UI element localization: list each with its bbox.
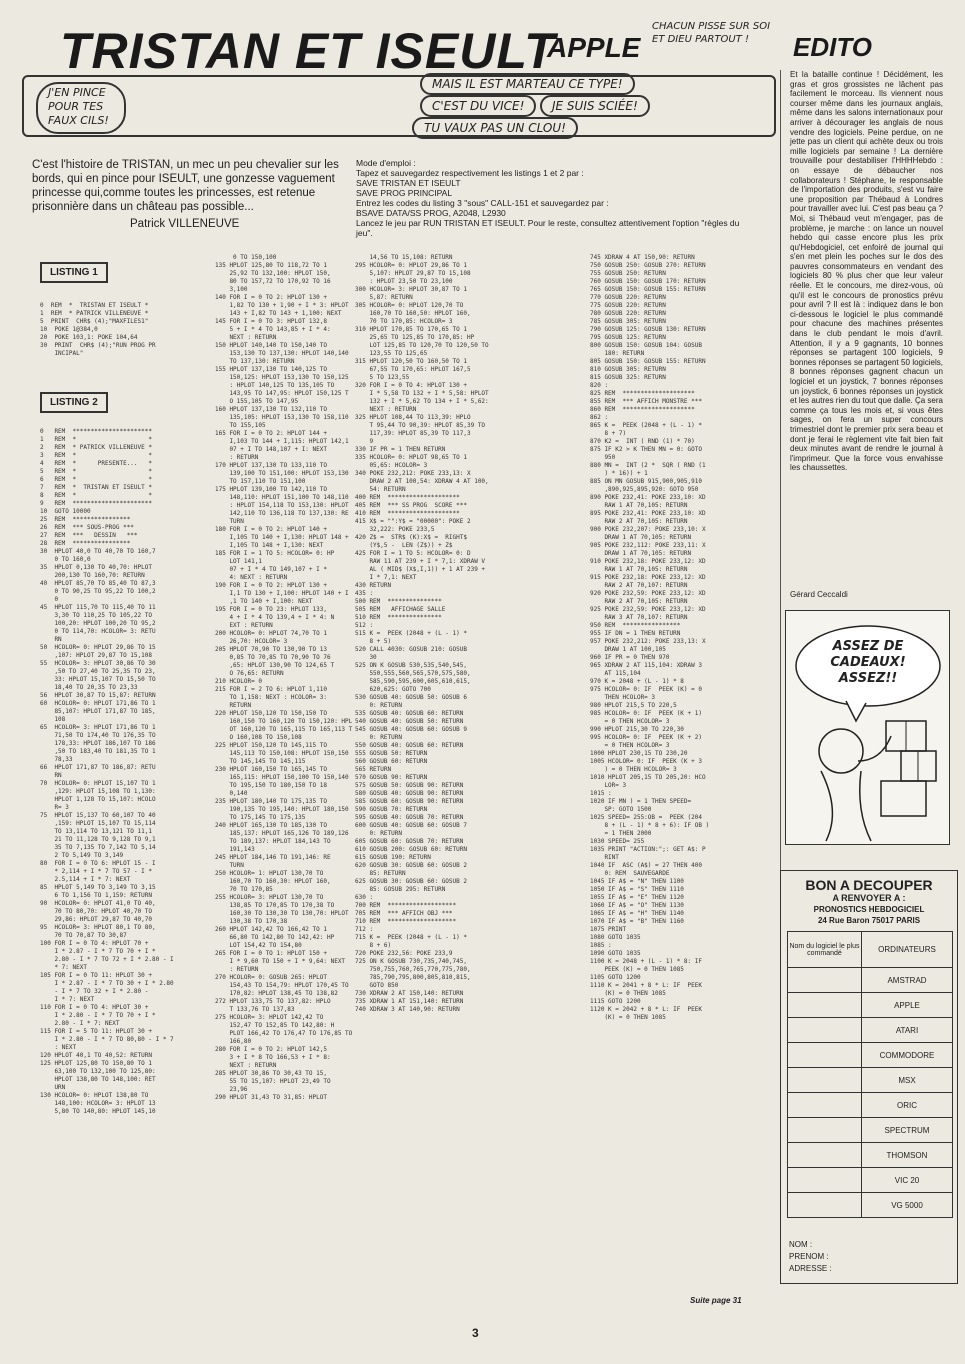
col-software-header: Nom du logiciel le plus commandé — [788, 932, 862, 967]
machine-name: APPLE — [894, 1000, 920, 1010]
coupon-title: BON A DECOUPER — [805, 877, 933, 893]
coupon-row — [788, 992, 952, 1017]
machine-name: SPECTRUM — [884, 1125, 930, 1135]
code-column-4: 745 XDRAW 4 AT 150,90: RETURN 750 GOSUB 250: GOSUB 270: RETURN 755 GOSUB 250: RETURN 760 GOSUB 150: GOSUB 170: RETURN 765 GOSUB 150: GOSUB 155: RETURN 770 GOSUB 220: RETURN 775 GOSUB 220: RETURN 780 GOSUB 220: RETURN 785 GOSUB 305: RETURN 790 GOSUB 125: GOSUB 130: RETURN 795 GOSUB 125: RETURN 800 GOSUB 150: GOSUB 104: GOSUB 180: RETURN 805 GOSUB 150: GOSUB 155: RETURN 810 GOSUB 305: RETURN 815 GOSUB 325: RETURN 820 : 825 REM ******************** 855 REM *** AFFICH MONSTRE *** 860 REM ******************** 862 : 865 K = PEEK (2048 + (L - 1) * 8 + 7) 870 K2 = INT ( RND (1) * 70) 875 IF K2 > K THEN MN = 0: GOTO 950 880 MN = INT (2 * SQR ( RND (1 ) * 16)) + 1 885 ON MN GOSUB 915,900,905,910 ,890,925,895,920: GOTO 950 890 POKE 232,41: POKE 233,10: XD RAW 1 AT 70,105: RETURN 895 POKE 232,41: POKE 233,10: XD RAW 2 AT 70,105: RETURN 900 POKE 232,207: POKE 233,10: X DRAW 1 AT 70,105: RETURN 905 POKE 232,112: POKE 233,11: X DRAW 1 AT 70,105: RETURN 910 POKE 232,18: POKE 233,12: XD RAW 1 AT 70,105: RETURN 915 POKE 232,18: POKE 233,12: XD RAW 2 AT 70,107: RETURN 920 POKE 232,59: POKE 233,12: XD RAW 2 AT 70,105: RETURN 925 POKE 232,59: POKE 233,12: XD RAW 3 AT 70,107: RETURN 950 REM **************** 955 IF DN = 1 THEN RETURN 957 POKE 232,212: POKE 233,13: X DRAW 1 AT 100,105 960 IF PR = 0 THEN 970 965 XDRAW 2 AT 115,104: XDRAW 3 AT 115,104 970 K = 2048 + (L - 1) * 8 975 HCOLOR= 0: IF PEEK (K) = 0 THEN HCOLOR= 3 980 HPLOT 215,5 TO 220,5 985 HCOLOR= 0: IF PEEK (K + 1) = 0 THEN HCOLOR= 3 990 HPLOT 215,30 TO 220,30 995 HCOLOR= 0: IF PEEK (K + 2) = 0 THEN HCOLOR= 3 1000 HPLOT 230,15 TO 230,20 1005 HCOLOR= 0: IF PEEK (K + 3 ) = 0 THEN HCOLOR= 3 1010 HPLOT 205,15 TO 205,20: HCO LOR= 3 1015 : 1020 IF MN ) = 1 THEN SPEED= SP: GOTO 1500 1025 SPEED= 255:OB = PEEK (204 8 + (L - 1) * 8 + 6): IF OB ) = 1 THEN 2000 1030 SPEED= 255 1035 PRINT "ACTION:";: GET A$: P RINT 1040 IF ASC (A$) = 27 THEN 400 0: REM SAUVEGARDE 1045 IF A$ = "N" THEN 1100 1050 IF A$ = "S" THEN 1110 1055 IF A$ = "E" THEN 1120 1060 IF A$ = "O" THEN 1130 1065 IF A$ = "H" THEN 1140 1070 IF A$ = "B" THEN 1160 1075 PRINT 1080 GOTO 1035 1085 : 1090 GOTO 1035 1100 K = 2048 + (L - 1) * 8: IF PEEK (K) = 0 THEN 1085 1105 GOTO 1200 1110 K = 2041 + 8 * L: IF PEEK (K) = 0 THEN 1085 1115 GOTO 1200 1120 K = 2042 + 8 * L: IF PEEK (K) = 0 THEN 1085 — [590, 254, 710, 1021]
machine-name: VIC 20 — [894, 1175, 920, 1185]
bubble-text: J'EN PINCE POUR TES FAUX CILS! — [48, 86, 109, 127]
coupon-address: 24 Rue Baron 75017 PARIS — [817, 916, 921, 925]
machine-name: ATARI — [895, 1025, 919, 1035]
speech-frame — [22, 75, 776, 137]
instructions: Mode d'emploi : Tapez et sauvegardez respectivement les listings 1 et 2 par : SAVE TRISTAN ET ISEULT SAVE PROG PRINCIPAL Entrez les codes du listing 3 "sous" CALL-151 et sauvegardez par : BSAVE DATA/SS PROG, A2048, L2930 Lancez le jeu par RUN TRISTAN ET ISEULT. Pour le reste, consultez attentivement l'option "règles du jeu". — [356, 158, 740, 238]
edito-title: EDITO — [793, 32, 872, 62]
cartoon-caption: ASSEZ DE CADEAUX! ASSEZ!! — [830, 639, 906, 686]
code-column-3: 14,56 TO 15,108: RETURN 295 HCOLOR= 0: HPLOT 29,86 TO 1 5,107: HPLOT 29,87 TO 15,108 : HPLOT 23,50 TO 23,100 300 HCOLOR= 3: HPLOT 30,87 TO 1 5,87: RETURN 305 HCOLOR= 0: HPLOT 120,70 TO 160,70 TO 160,50: HPLOT 160, 70 TO 170,85: HCOLOR= 3 310 HPLOT 170,85 TO 170,65 TO 1 25,65 TO 125,85 TO 170,85: HP LOT 125,85 TO 120,70 TO 120,50 TO 123,55 TO 125,65 315 HPLOT 120,50 TO 160,50 TO 1 67,55 TO 170,65: HPLOT 167,5 5 TO 123,55 320 FOR I = 0 TO 4: HPLOT 130 + I * 5,58 TO 132 + I * 5,58: HPLOT 132 + I * 5,62 TO 134 + I * 5,62: NEXT : RETURN 325 HPLOT 108,44 TO 113,39: HPLO T 95,44 TO 90,39: HPLOT 85,39 TO 117,39: HPLOT 85,39 TO 117,3 9 330 IF PR = 1 THEN RETURN 335 HCOLOR= 0: HPLOT 98,65 TO 1 05,65: HCOLOR= 3 340 POKE 232,212: POKE 233,13: X DRAW 2 AT 100,54: XDRAW 4 AT 100, 54: RETURN 400 REM ******************** 405 REM *** SS PROG SCORE *** 410 REM ******************** 415 X$ = "":Y$ = "00000": POKE 2 32,222: POKE 233,5 420 Z$ = STR$ (K):X$ = RIGHT$ (Y$,5 - LEN (Z$)) + Z$ 425 FOR I = 1 TO 5: HCOLOR= 0: D RAW 11 AT 239 + I * 7,1: XDRAW V AL ( MID$ (X$,I,1)) + 1 AT 239 + I * 7,1: NEXT 430 RETURN 435 : 500 REM *************** 505 REM AFFICHAGE SALLE 510 REM *************** 512 : 515 K = PEEK (2048 + (L - 1) * 8 + 5) 520 CALL 4030: GOSUB 210: GOSUB 30 525 ON K GOSUB 530,535,540,545, 550,555,560,565,570,575,580, 585,590,595,600,605,610,615, 620,625: GOTO 700 530 GOSUB 40: GOSUB 50: GOSUB 6 0: RETURN 535 GOSUB 40: GOSUB 60: RETURN 540 GOSUB 40: GOSUB 50: RETURN 545 GOSUB 40: GOSUB 60: GOSUB 9 0: RETURN 550 GOSUB 40: GOSUB 60: RETURN 555 GOSUB 50: RETURN 560 GOSUB 60: RETURN 565 RETURN 570 GOSUB 90: RETURN 575 GOSUB 50: GOSUB 90: RETURN 580 GOSUB 40: GOSUB 90: RETURN 585 GOSUB 60: GOSUB 90: RETURN 590 GOSUB 70: RETURN 595 GOSUB 40: GOSUB 70: RETURN 600 GOSUB 40: GOSUB 60: GOSUB 7 0: RETURN 605 GOSUB 60: GOSUB 70: RETURN 610 GOSUB 200: GOSUB 60: RETURN 615 GOSUB 190: RETURN 620 GOSUB 30: GOSUB 60: GOSUB 2 85: RETURN 625 GOSUB 30: GOSUB 60: GOSUB 2 85: GOSUB 295: RETURN 630 : 700 REM ******************* 705 REM *** AFFICH OBJ *** 710 REM ******************* 712 : 715 K = PEEK (2048 + (L - 1) * 8 + 6) 720 POKE 232,56: POKE 233,9 725 ON K GOSUB 730,735,740,745, 750,755,760,765,770,775,780, 785,790,795,800,805,810,815, GOTO 850 730 XDRAW 2 AT 150,140: RETURN 735 XDRAW 1 AT 151,140: RETURN 740 XDRAW 3 AT 140,90: RETURN — [355, 254, 489, 1013]
coupon-row — [788, 1067, 952, 1092]
machine-name: ORIC — [897, 1100, 917, 1110]
software-field[interactable] — [788, 993, 862, 1017]
coupon-row — [788, 1167, 952, 1192]
speech-bubble-sciee: JE SUIS SCIÉE! — [540, 95, 650, 117]
software-field[interactable] — [788, 1068, 862, 1092]
speech-bubble-clou: TU VAUX PAS UN CLOU! — [412, 117, 578, 139]
speech-bubble-lashes — [36, 82, 126, 134]
coupon-row — [788, 1017, 952, 1042]
coupon-row — [788, 1142, 952, 1167]
coupon-grid-header — [788, 932, 952, 967]
coupon-row — [788, 1092, 952, 1117]
coupon-form — [780, 870, 958, 1284]
edito-signature: Gérard Ceccaldi — [790, 590, 848, 599]
machine-name: THOMSON — [886, 1150, 928, 1160]
software-field[interactable] — [788, 1043, 862, 1067]
cartoon-illustration — [785, 610, 950, 845]
machine-name: COMMODORE — [879, 1050, 935, 1060]
coupon-row — [788, 967, 952, 992]
coupon-recipient: PRONOSTICS HEBDOGICIEL — [813, 905, 925, 914]
nom-field[interactable]: NOM : — [789, 1240, 813, 1249]
coupon-row — [788, 1117, 952, 1142]
edito-text: Et la bataille continue ! Décidément, les gras et gros grossistes ne lâchent pas facilement le morceau. Ils viennent nous courser même dans les journaux anglais, même dans les salons internationaux pour arriver à décourager les anglais de nous vendre des logiciels. Peine perdue, on ne jette pas un client qui achète deux ou trois mille logiciels par semaine ! La dernière trouvaille pour destabiliser l'HHHHebdo : on essaye de débaucher nos collaborateurs ! Stéphane, le responsable de l'importation des produits, s'est vu faire une proposition par Thébaud à Londres pour travailler avec lui. C'est pas beau ça ? Moi, si Thébaud veut m'engager, pas de problème, je marche : on lance un nouvel hebdo qui casse encore plus les prix qu'Hebdogiciel, cet enfoiré de journal qui s'en met plein les poches sur le dos des pauvres consommateurs en vendant des logiciels 80 % plus cher que leur valeur réelle. Et le concours, me direz-vous, où qu'il est le concours de pronostics prévu pour avril ? Il est là : indiquez dans le bon ci-dessous le logiciel le plus commandé pour chacune des machines présentes dans le club pendant le mois d'avril. Attention, il y a 9 gagnants, 10 bonnes réponses se partagent 100 logiciels, 9 bonnes réponses se partagent 50 logiciels, 8 bonnes réponses gagnent chacun un logiciel et un joystick, 7 bonnes réponses un joystick, 6 bonnes réponses un joystick et les autres rien du tout que dalle. Ça sera comme ça tous les mois et, si vous êtes sages, on fera un super concours trimestriel dont le premier prix sera beau et dont je ferai le règlement vite fait bien fait deux minutes avant de rendre le journal à l'imprimeur. Que la force vous envahisse les chaussettes. — [790, 70, 943, 473]
software-field[interactable] — [788, 1093, 862, 1117]
author-name: Patrick VILLENEUVE — [130, 218, 240, 230]
col-computers-header: ORDINATEURS — [878, 945, 936, 954]
listing1-label: LISTING 1 — [40, 262, 108, 283]
edito-divider — [780, 70, 781, 870]
coupon-send-to: A RENVOYER A : — [832, 893, 906, 903]
coupon-grid — [787, 931, 953, 1218]
prenom-field[interactable]: PRENOM : — [789, 1252, 829, 1261]
page-number: 3 — [472, 1326, 479, 1340]
intro-text: C'est l'histoire de TRISTAN, un mec un peu chevalier sur les bords, qui en pince pour ISEULT, une gonzesse vaguement princesse qui,comme toutes les princesses, est retenue prisonnière dans un château pas possible... — [32, 159, 339, 213]
software-field[interactable] — [788, 1168, 862, 1192]
listing1-code: 0 REM * TRISTAN ET ISEULT * 1 REM * PATRICK VILLENEUVE * 5 PRINT CHR$ (4);"MAXFILES1" 10 POKE 1@384,0 20 POKE 103,1: POKE 104,64 30 PRINT CHR$ (4);"RUN PROG PR INCIPAL" — [40, 302, 156, 357]
scribble-note: CHACUN PISSE SUR SOI ET DIEU PARTOUT ! — [652, 21, 771, 45]
software-field[interactable] — [788, 1143, 862, 1167]
speech-bubble-vice: C'EST DU VICE! — [420, 95, 536, 117]
software-field[interactable] — [788, 1018, 862, 1042]
software-field[interactable] — [788, 1193, 862, 1217]
adresse-field[interactable]: ADRESSE : — [789, 1264, 832, 1273]
code-column-2: 0 TO 150,100 135 HPLOT 125,80 TO 118,72 TO 1 25,92 TO 132,100: HPLOT 150, 80 TO 157,72 TO 170,92 TO 16 3,100 140 FOR I = 0 TO 2: HPLOT 130 + 1,82 TO 130 + 1,90 + I * 3: HPLOT 143 + I,82 TO 143 + 1,100: NEXT 145 FOR I = 0 TO 3: HPLOT 132,8 5 + I * 4 TO 143,85 + I * 4: NEXT : RETURN 150 HPLOT 140,140 TO 150,140 TO 153,130 TO 137,130: HPLOT 140,140 TO 137,130: RETURN 155 HPLOT 137,130 TO 140,125 TO 150,125: HPLOT 153,130 TO 150,125 : HPLOT 140,125 TO 135,105 TO 143,95 TO 147,95: HPLOT 150,125 T O 155,105 TO 147,95 160 HPLOT 137,130 TO 132,110 TO 135,105: HPLOT 153,130 TO 158,110 TO 155,105 165 FOR I = 0 TO 2: HPLOT 144 + I,103 TO 144 + I,115: HPLOT 142,1 07 + I TO 148,107 + I: NEXT : RETURN 170 HPLOT 137,130 TO 133,110 TO 139,100 TO 151,100: HPLOT 153,130 TO 157,110 TO 151,100 175 HPLOT 139,100 TO 142,110 TO 148,110: HPLOT 151,100 TO 148,110 : HPLOT 154,118 TO 153,130: HPLOT 142,110 TO 136,118 TO 137,130: RE TURN 180 FOR I = 0 TO 2: HPLOT 140 + I,105 TO 140 + I,130: HPLOT 148 + I,105 TO 148 + I,130: NEXT 185 FOR I = 1 TO 5: HCOLOR= 0: HP LOT 141,1 07 + I * 4 TO 149,107 + I * 4: NEXT : RETURN 190 FOR I = 0 TO 2: HPLOT 130 + I,1 TO 130 + I,100: HPLOT 140 + I ,1 TO 140 + I,100: NEXT 195 FOR I = 0 TO 23: HPLOT 133, 4 + I * 4 TO 139,4 + I * 4: N EXT : RETURN 200 HCOLOR= 0: HPLOT 74,70 TO 1 26,70: HCOLOR= 3 205 HPLOT 70,90 TO 130,90 TO 13 0,85 TO 70,85 TO 70,90 TO 76 ,65: HPLOT 130,90 TO 124,65 T O 76,65: RETURN 210 HCOLOR= 0 215 FOR I = 2 TO 6: HPLOT 1,110 TO 1,158: NEXT : HCOLOR= 3: RETURN 220 HPLOT 150,120 TO 150,150 TO 160,150 TO 160,120 TO 150,120: HPL OT 160,120 TO 165,115 TO 165,113 T O 160,108 TO 150,108 225 HPLOT 150,120 TO 145,115 TO 145,113 TO 150,108: HPLOT 150,150 TO 145,145 TO 145,115 230 HPLOT 160,150 TO 165,145 TO 165,115: HPLOT 150,100 TO 150,140 TO 195,150 TO 180,150 TO 18 0,140 235 HPLOT 180,140 TO 175,135 TO 190,135 TO 195,140: HPLOT 180,150 TO 175,145 TO 175,135 240 HPLOT 165,130 TO 185,130 TO 185,137: HPLOT 165,126 TO 189,126 TO 189,137: HPLOT 184,143 TO 191,143 245 HPLOT 184,146 TO 191,146: RE TURN 250 HCOLOR= 1: HPLOT 130,70 TO 160,70 TO 160,30: HPLOT 160, 70 TO 170,85 255 HCOLOR= 3: HPLOT 130,70 TO 138,85 TO 170,85 TO 170,38 TO 160,30 TO 130,30 TO 130,70: HPLOT 130,38 TO 170,38 260 HPLOT 142,42 TO 166,42 TO 1 66,80 TO 142,80 TO 142,42: HP LOT 154,42 TO 154,80 265 FOR I = 0 TO 1: HPLOT 150 + I * 9,60 TO 150 + I * 9,64: NEXT : RETURN 270 HCOLOR= 0: GOSUB 265: HPLOT 154,43 TO 154,79: HPLOT 170,45 TO 170,82: HPLOT 138,45 TO 138,82 272 HPLOT 133,75 TO 137,82: HPLO T 133,76 TO 137,83 275 HCOLOR= 3: HPLOT 142,42 TO 152,47 TO 152,85 TO 142,80: H PLOT 166,42 TO 176,47 TO 176,85 TO 166,80 280 FOR I = 0 TO 2: HPLOT 142,5 3 + I * 8 TO 166,53 + I * 8: NEXT : RETURN 285 HPLOT 30,86 TO 30,43 TO 15, 55 TO 15,107: HPLOT 23,49 TO 23,96 290 HPLOT 31,43 TO 31,85: HPLOT — [215, 254, 353, 1101]
coupon-fields — [789, 1239, 832, 1275]
machine-name: MSX — [898, 1075, 916, 1085]
coupon-row — [788, 1042, 952, 1067]
coupon-row — [788, 1192, 952, 1217]
listing2-label: LISTING 2 — [40, 392, 108, 413]
continued-note: Suite page 31 — [690, 1296, 742, 1305]
software-field[interactable] — [788, 1118, 862, 1142]
machine-label: APPLE — [547, 32, 641, 63]
software-field[interactable] — [788, 968, 862, 992]
article-title: TRISTAN ET ISEULT — [60, 23, 556, 79]
code-column-1: 0 REM ********************** 1 REM * * 2 REM * PATRICK VILLENEUVE * 3 REM * * 4 REM * PRESENTE... * 5 REM * * 6 REM * * 7 REM * TRISTAN ET ISEULT * 8 REM * * 9 REM ********************** 10 GOTO 10000 25 REM **************** 26 REM *** SOUS-PROG *** 27 REM *** DESSIN *** 28 REM **************** 30 HPLOT 40,0 TO 40,70 TO 160,7 0 TO 160,0 35 HPLOT 0,130 TO 40,70: HPLOT 200,130 TO 160,70: RETURN 40 HPLOT 85,70 TO 85,40 TO 87,3 0 TO 90,25 TO 95,22 TO 100,2 0 45 HPLOT 115,70 TO 115,40 TO 11 3,30 TO 110,25 TO 105,22 TO 100,20: HPLOT 100,20 TO 95,2 0 TO 114,70: HCOLOR= 3: RETU RN 50 HCOLOR= 0: HPLOT 29,86 TO 15 ,107: HPLOT 29,87 TO 15,108 55 HCOLOR= 3: HPLOT 30,86 TO 30 ,50 TO 27,40 TO 25,35 TO 23, 33: HPLOT 15,107 TO 15,50 TO 18,40 TO 20,35 TO 23,33 56 HPLOT 30,87 TO 15,87: RETURN 60 HCOLOR= 0: HPLOT 171,86 TO 1 85,107: HPLOT 171,87 TO 185, 108 65 HCOLOR= 3: HPLOT 171,86 TO 1 71,50 TO 174,40 TO 176,35 TO 178,33: HPLOT 186,107 TO 186 ,50 TO 183,40 TO 181,35 TO 1 78,33 66 HPLOT 171,87 TO 186,87: RETU RN 70 HCOLOR= 0: HPLOT 15,107 TO 1 ,129: HPLOT 15,108 TO 1,130: HPLOT 1,128 TO 15,107: HCOLO R= 3 75 HPLOT 15,137 TO 60,107 TO 40 ,159: HPLOT 15,107 TO 15,114 TO 13,114 TO 13,121 TO 11,1 21 TO 11,128 TO 9,128 TO 9,1 35 TO 7,135 TO 7,142 TO 5,14 2 TO 5,149 TO 3,149 80 FOR I = 0 TO 6: HPLOT 15 - I * 2,114 + I * 7 TO 57 - I * 2.5,114 + I * 7: NEXT 85 HPLOT 5,149 TO 3,149 TO 3,15 6 TO 1,156 TO 1,159: RETURN 90 HCOLOR= 0: HPLOT 41,0 TO 40, 70 TO 80,70: HPLOT 40,70 TO 29,86: HPLOT 29,87 TO 40,70 95 HCOLOR= 3: HPLOT 80,1 TO 80, 70 TO 70,87 TO 30,87 100 FOR I = 0 TO 4: HPLOT 70 + I * 2.87 - I * 7 TO 70 + I * 2.80 - I * 7 TO 72 + I * 2.80 - I * 7: NEXT 105 FOR I = 0 TO 11: HPLOT 30 + I * 2.87 - I * 7 TO 30 + I * 2.80 - I * 7 TO 32 + I * 2.80 - I * 7: NEXT 110 FOR I = 0 TO 4: HPLOT 30 + I * 2.80 - I * 7 TO 70 + I * 2.80 - I * 7: NEXT 115 FOR I = 5 TO 11: HPLOT 30 + I * 2.80 - I * 7 TO 80,80 - I * 7 : NEXT 120 HPLOT 40,1 TO 40,52: RETURN 125 HPLOT 125,80 TO 150,80 TO 1 63,100 TO 132,100 TO 125,80: HPLOT 138,80 TO 148,100: RET URN 130 HCOLOR= 0: HPLOT 138,80 TO 148,100: HCOLOR= 3: HPLOT 13 5,80 TO 140,80: HPLOT 145,10 — [40, 428, 174, 1115]
speech-bubble-marteau: MAIS IL EST MARTEAU CE TYPE! — [420, 73, 635, 95]
machine-name: VG 5000 — [891, 1200, 923, 1210]
machine-name: AMSTRAD — [887, 975, 927, 985]
